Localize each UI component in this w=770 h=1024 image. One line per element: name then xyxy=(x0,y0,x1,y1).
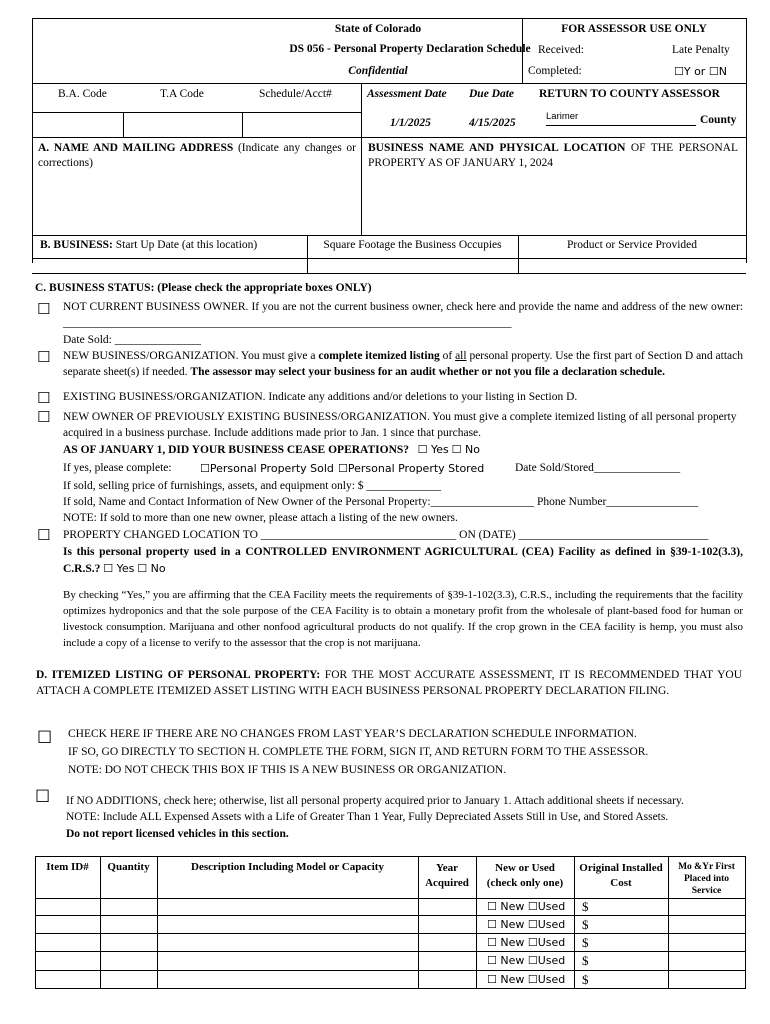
pp-stored-option[interactable]: ☐Personal Property Stored xyxy=(338,462,485,475)
not-current-owner-text: NOT CURRENT BUSINESS OWNER. If you are not the current business owner, check here and provide the name and address of the new owner: ______________________________________________________________________________ xyxy=(63,301,743,329)
late-penalty-label: Late Penalty xyxy=(672,44,730,56)
no-changes-line-3: NOTE: DO NOT CHECK THIS BOX IF THIS IS A NEW BUSINESS OR ORGANIZATION. xyxy=(68,764,507,776)
new-business-part-f: The assessor may select your business for an audit whether or not you file a declaration schedule. xyxy=(190,365,666,378)
no-additions-line-2: NOTE: Include ALL Expensed Assets with a Life of Greater Than 1 Year, Fully Depreciated Assets Still in Use, and Stored Assets. xyxy=(66,811,669,823)
code-row-mid-line xyxy=(32,112,362,113)
cea-question xyxy=(63,545,743,577)
col-item-id: Item ID# xyxy=(46,861,89,873)
section-d-rest: FOR THE MOST ACCURATE ASSESSMENT, IT IS RECOMMENDED THAT YOU ATTACH A COMPLETE ITEMIZED ASSET LISTING WITH EACH BUSINESS PERSONAL PROPERTY DECLARATION FILING. xyxy=(36,669,743,697)
no-additions-checkbox[interactable]: ☐ xyxy=(35,787,51,807)
table-col-line xyxy=(574,856,575,989)
existing-business-checkbox[interactable]: ☐ xyxy=(37,389,51,407)
section-a-divider xyxy=(361,137,362,235)
start-up-label: Start Up Date (at this location) xyxy=(115,239,258,251)
row-new-used-option[interactable]: ☐ New ☐Used xyxy=(487,900,566,913)
section-b-top-line xyxy=(32,235,746,236)
col-description: Description Including Model or Capacity xyxy=(191,861,384,873)
return-to-assessor: RETURN TO COUNTY ASSESSOR xyxy=(539,88,720,100)
row-cost-field[interactable]: $ xyxy=(582,935,589,950)
section-a-top-line xyxy=(32,137,746,138)
table-col-line xyxy=(668,856,669,989)
form-title: DS 056 - Personal Property Declaration Schedule xyxy=(289,43,531,55)
row-cost-field[interactable]: $ xyxy=(582,953,589,968)
ba-code-label: B.A. Code xyxy=(58,88,107,100)
physical-location-rest: OF THE PERSONAL PROPERTY AS OF JANUARY 1, 2024 xyxy=(368,142,738,169)
new-business-checkbox[interactable]: ☐ xyxy=(37,348,51,366)
no-changes-checkbox[interactable]: ☐ xyxy=(37,728,53,748)
square-footage-label: Square Footage the Business Occupies xyxy=(323,239,502,251)
table-col-line xyxy=(35,856,36,989)
row-new-used-option[interactable]: ☐ New ☐Used xyxy=(487,936,566,949)
due-date-value: 4/15/2025 xyxy=(469,117,516,129)
cea-question-text: Is this personal property used in a CONTROLLED ENVIRONMENT AGRICULTURAL (CEA) Facility as defined in §39-1-102(3.3), C.R.S.? xyxy=(63,546,743,575)
new-business-part-a: NEW BUSINESS/ORGANIZATION. You must give a xyxy=(63,350,319,362)
physical-location-heading: BUSINESS NAME AND PHYSICAL LOCATION xyxy=(368,142,626,154)
product-service-field[interactable] xyxy=(520,259,745,272)
cease-question: AS OF JANUARY 1, DID YOUR BUSINESS CEASE OPERATIONS? xyxy=(63,444,410,456)
row-new-used-option[interactable]: ☐ New ☐Used xyxy=(487,918,566,931)
no-changes-line-1: CHECK HERE IF THERE ARE NO CHANGES FROM LAST YEAR’S DECLARATION SCHEDULE INFORMATION. xyxy=(68,728,637,740)
section-b-label xyxy=(40,239,257,251)
cea-yes-option[interactable]: ☐ Yes xyxy=(103,561,135,575)
row-new-used-option[interactable]: ☐ New ☐Used xyxy=(487,954,566,967)
due-date-label: Due Date xyxy=(469,88,515,100)
header-left-border xyxy=(32,18,33,263)
code-cell-div-1 xyxy=(123,112,124,137)
section-b-heading: B. BUSINESS: xyxy=(40,239,113,251)
section-c-title: C. BUSINESS STATUS: (Please check the appropriate boxes ONLY) xyxy=(35,282,372,294)
table-col-line xyxy=(100,856,101,989)
mailing-address-field[interactable] xyxy=(34,170,359,233)
confidential-label: Confidential xyxy=(348,65,408,77)
header-right-border xyxy=(746,18,747,263)
row-new-used-option[interactable]: ☐ New ☐Used xyxy=(487,973,566,986)
row-cost-field[interactable]: $ xyxy=(582,972,589,987)
county-value: Larimer xyxy=(546,111,579,122)
changed-location-checkbox[interactable]: ☐ xyxy=(37,526,51,544)
pp-sold-option[interactable]: ☐Personal Property Sold xyxy=(200,462,334,475)
section-b-bottom-line xyxy=(32,273,746,274)
assessment-date-value: 1/1/2025 xyxy=(390,117,431,129)
no-additions-line-1: If NO ADDITIONS, check here; otherwise, list all personal property acquired prior to January 1. Attach additional sheets if necessary. xyxy=(66,795,684,807)
start-up-field[interactable] xyxy=(34,259,306,272)
section-d-title xyxy=(36,668,742,699)
header-row-line xyxy=(32,83,746,84)
county-label: County xyxy=(700,114,737,126)
received-label: Received: xyxy=(538,44,584,56)
section-d-heading: D. ITEMIZED LISTING OF PERSONAL PROPERTY: xyxy=(36,669,321,681)
ta-code-label: T.A Code xyxy=(160,88,204,100)
table-row-line xyxy=(35,915,745,916)
new-owner-text: NEW OWNER OF PREVIOUSLY EXISTING BUSINESS/ORGANIZATION. You must give a complete itemized listing of all personal property acquired in a business purchase. Include additions made prior to Jan. 1 since that purchase. xyxy=(63,411,737,439)
date-sold-line: Date Sold: _______________ xyxy=(63,334,201,346)
physical-location-field[interactable] xyxy=(363,170,744,233)
not-current-owner-checkbox[interactable]: ☐ xyxy=(37,300,51,318)
late-penalty-yn[interactable]: ☐Y or ☐N xyxy=(674,65,727,78)
assessment-date-label: Assessment Date xyxy=(367,88,447,100)
state-title: State of Colorado xyxy=(334,23,422,35)
table-col-line xyxy=(157,856,158,989)
cea-no-option[interactable]: ☐ No xyxy=(137,561,166,575)
cease-operations-line xyxy=(63,442,743,459)
table-col-line xyxy=(418,856,419,989)
changed-location-text: PROPERTY CHANGED LOCATION TO __________________________________ ON (DATE) _________________________________ xyxy=(63,529,709,541)
date-sold-stored: Date Sold/Stored_______________ xyxy=(515,462,681,474)
new-business-part-e: personal property. Use the first part of Section D and attach separate sheet(s) if needed. xyxy=(63,350,744,378)
table-col-line xyxy=(476,856,477,989)
new-business-part-b: complete itemized listing xyxy=(318,350,440,362)
physical-location-title xyxy=(368,141,738,171)
table-bottom-border xyxy=(35,988,745,989)
new-business-part-c: of xyxy=(439,350,456,362)
county-field[interactable] xyxy=(546,111,696,126)
col-original-cost: Original Installed Cost xyxy=(579,862,663,889)
assessor-use-title: FOR ASSESSOR USE ONLY xyxy=(561,23,707,35)
table-row-line xyxy=(35,970,745,971)
section-a-title xyxy=(38,141,356,171)
existing-business-text: EXISTING BUSINESS/ORGANIZATION. Indicate any additions and/or deletions to your listing in Section D. xyxy=(63,391,578,403)
selling-price-line: If sold, selling price of furnishings, assets, and equipment only: $ _____________ xyxy=(63,480,442,492)
product-service-label: Product or Service Provided xyxy=(567,239,697,251)
completed-label: Completed: xyxy=(528,65,582,77)
no-changes-line-2: IF SO, GO DIRECTLY TO SECTION H. COMPLETE THE FORM, SIGN IT, AND RETURN FORM TO THE ASSESSOR. xyxy=(68,746,649,758)
col-quantity: Quantity xyxy=(107,861,150,873)
table-top-border xyxy=(35,856,745,857)
section-a-note: (Indicate any changes or corrections) xyxy=(38,142,356,169)
table-row-line xyxy=(35,951,745,952)
schedule-acct-label: Schedule/Acct# xyxy=(259,88,332,100)
new-business-text xyxy=(63,349,743,380)
no-additions-line-3: Do not report licensed vehicles in this section. xyxy=(66,828,289,840)
col-placed-in-service: Mo &Yr First Placed into Service xyxy=(678,862,735,896)
row-cost-field[interactable]: $ xyxy=(582,917,589,932)
col-new-used: New or Used (check only one) xyxy=(486,862,564,889)
code-row-divider xyxy=(361,83,362,137)
header-top-border xyxy=(32,18,746,19)
cease-no-option[interactable]: ☐ No xyxy=(451,443,480,456)
row-cost-field[interactable]: $ xyxy=(582,899,589,914)
if-yes-label: If yes, please complete: xyxy=(63,462,172,474)
table-col-line xyxy=(745,856,746,989)
col-year-acquired: Year Acquired xyxy=(425,862,469,889)
section-a-heading: A. NAME AND MAILING ADDRESS xyxy=(38,142,234,154)
cea-affirmation-text: By checking “Yes,” you are affirming that the CEA Facility meets the requirements of §39-1-102(3.3), C.R.S., including the requirements that the facility optimizes hydroponics and that the sole purpose of the CEA Facility is to obtain a monetary profit from the wholesale of plant-based food for human or livestock consumption. Marijuana and other nonfood agricultural products do not qualify. If the crop grown in the CEA facility is hemp, you must also include a copy of a license to verify to the assessor that the crop is not marijuana. xyxy=(63,589,743,649)
new-owner-checkbox[interactable]: ☐ xyxy=(37,408,51,426)
square-footage-field[interactable] xyxy=(309,259,517,272)
table-row-line xyxy=(35,898,745,899)
new-business-part-d: all xyxy=(455,350,467,362)
code-cell-div-2 xyxy=(242,112,243,137)
new-owner-contact-line: If sold, Name and Contact Information of New Owner of the Personal Property:__________________ Phone Number________________ xyxy=(63,496,699,508)
table-row-line xyxy=(35,933,745,934)
cease-yes-option[interactable]: ☐ Yes xyxy=(417,443,449,456)
multiple-owners-note: NOTE: If sold to more than one new owner, please attach a listing of the new owners. xyxy=(63,512,458,524)
